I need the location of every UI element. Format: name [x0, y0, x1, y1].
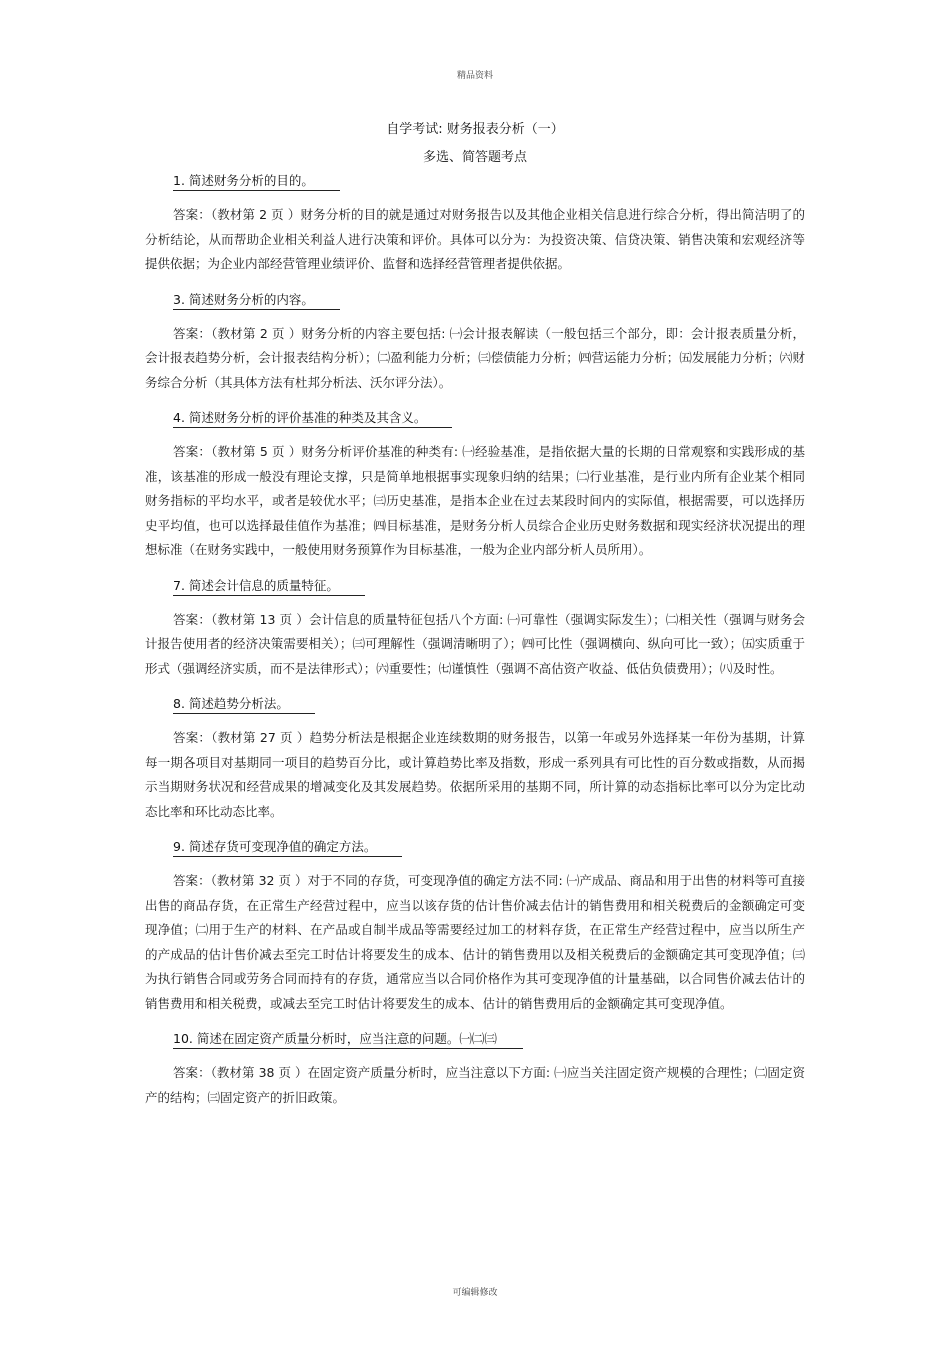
section-9: [145, 836, 805, 1016]
question-1: 1. 简述财务分析的目的。: [173, 172, 340, 191]
question-3: 3. 简述财务分析的内容。: [173, 291, 340, 310]
section-8: [145, 693, 805, 824]
question-7: 7. 简述会计信息的质量特征。: [173, 577, 365, 596]
document-subtitle: 多选、简答题考点: [422, 150, 527, 165]
section-1: [145, 170, 805, 277]
question-9: 9. 简述存货可变现净值的确定方法。: [173, 838, 402, 857]
answer-1: 答案：（教材第 2 页 ）财务分析的目的就是通过对财务报告以及其他企业相关信息进行综合分析，得出简洁明了的分析结论，从而帮助企业相关利益人进行决策和评价。具体可以分为：为投资决策、信贷决策、销售决策和宏观经济等提供依据；为企业内部经营管理业绩评价、监督和选择经营管理者提供依据。: [145, 207, 805, 271]
question-10: 10. 简述在固定资产质量分析时，应当注意的问题。㈠㈡㈢: [173, 1030, 523, 1049]
answer-10: 答案：（教材第 38 页 ）在固定资产质量分析时，应当注意以下方面: ㈠应当关注固定资产规模的合理性；㈡固定资产的结构；㈢固定资产的折旧政策。: [145, 1065, 805, 1105]
section-3: [145, 289, 805, 396]
section-10: [145, 1028, 805, 1110]
question-8: 8. 简述趋势分析法。: [173, 695, 315, 714]
answer-3: 答案：（教材第 2 页 ）财务分析的内容主要包括: ㈠会计报表解读（一般包括三个部分，即：会计报表质量分析，会计报表趋势分析，会计报表结构分析）；㈡盈利能力分析；㈢偿债能力分析；㈣营运能力分析；㈤发展能力分析；㈥财务综合分析（其具体方法有杜邦分析法、沃尔评分法）。: [145, 325, 805, 390]
answer-9: 答案：（教材第 32 页 ）对于不同的存货，可变现净值的确定方法不同: ㈠产成品、商品和用于出售的材料等可直接出售的商品存货，在正常生产经营过程中，应当以该存货的估计售价减去估计的销售费用和相关税费后的金额确定可变现净值；㈡用于生产的材料、在产品或自制半成品等需要经过加工的材料存货，在正常生产经营过程中，应当以所生产的产成品的估计售价减去至完工时估计将要发生的成本、估计的销售费用以及相关税费后的金额确定其可变现净值；㈢为执行销售合同或劳务合同而持有的存货，通常应当以合同价格作为其可变现净值的计量基础，以合同售价减去估计的销售费用和相关税费，或减去至完工时估计将要发生的成本、估计的销售费用后的金额确定其可变现净值。: [145, 873, 805, 1011]
answer-4: 答案：（教材第 5 页 ）财务分析评价基准的种类有: ㈠经验基准，是指依据大量的长期的日常观察和实践形成的基准，该基准的形成一般没有理论支撑，只是简单地根据事实现象归纳的结果；㈡行业基准，是行业内所有企业某个相同财务指标的平均水平，或者是较优水平；㈢历史基准，是指本企业在过去某段时间内的实际值，根据需要，可以选择历史平均值，也可以选择最佳值作为基准；㈣目标基准，是财务分析人员综合企业历史财务数据和现实经济状况提出的理想标准（在财务实践中，一般使用财务预算作为目标基准，一般为企业内部分析人员所用）。: [145, 444, 805, 557]
answer-8: 答案：（教材第 27 页 ）趋势分析法是根据企业连续数期的财务报告，以第一年或另外选择某一年份为基期，计算每一期各项目对基期同一项目的趋势百分比，或计算趋势比率及指数，形成一系列具有可比性的百分数或指数，从而揭示当期财务状况和经营成果的增减变化及其发展趋势。依据所采用的基期不同，所计算的动态指标比率可以分为定比动态比率和环比动态比率。: [145, 730, 805, 819]
header-note: 精品资料: [456, 71, 493, 81]
section-7: [145, 575, 805, 682]
section-4: [145, 407, 805, 563]
answer-7: 答案：（教材第 13 页 ）会计信息的质量特征包括八个方面: ㈠可靠性（强调实际发生）；㈡相关性（强调与财务会计报告使用者的经济决策需要相关）；㈢可理解性（强调清晰明了）；㈣可比性（强调横向、纵向可比一致）；㈤实质重于形式（强调经济实质，而不是法律形式）；㈥重要性；㈦谨慎性（强调不高估资产收益、低估负债费用）；㈧及时性。: [145, 611, 805, 676]
footer-note: 可编辑修改: [452, 1288, 498, 1298]
document-body: [145, 170, 805, 1122]
question-4: 4. 简述财务分析的评价基准的种类及其含义。: [173, 409, 452, 428]
document-title: 自学考试: 财务报表分析（一）: [386, 122, 564, 137]
